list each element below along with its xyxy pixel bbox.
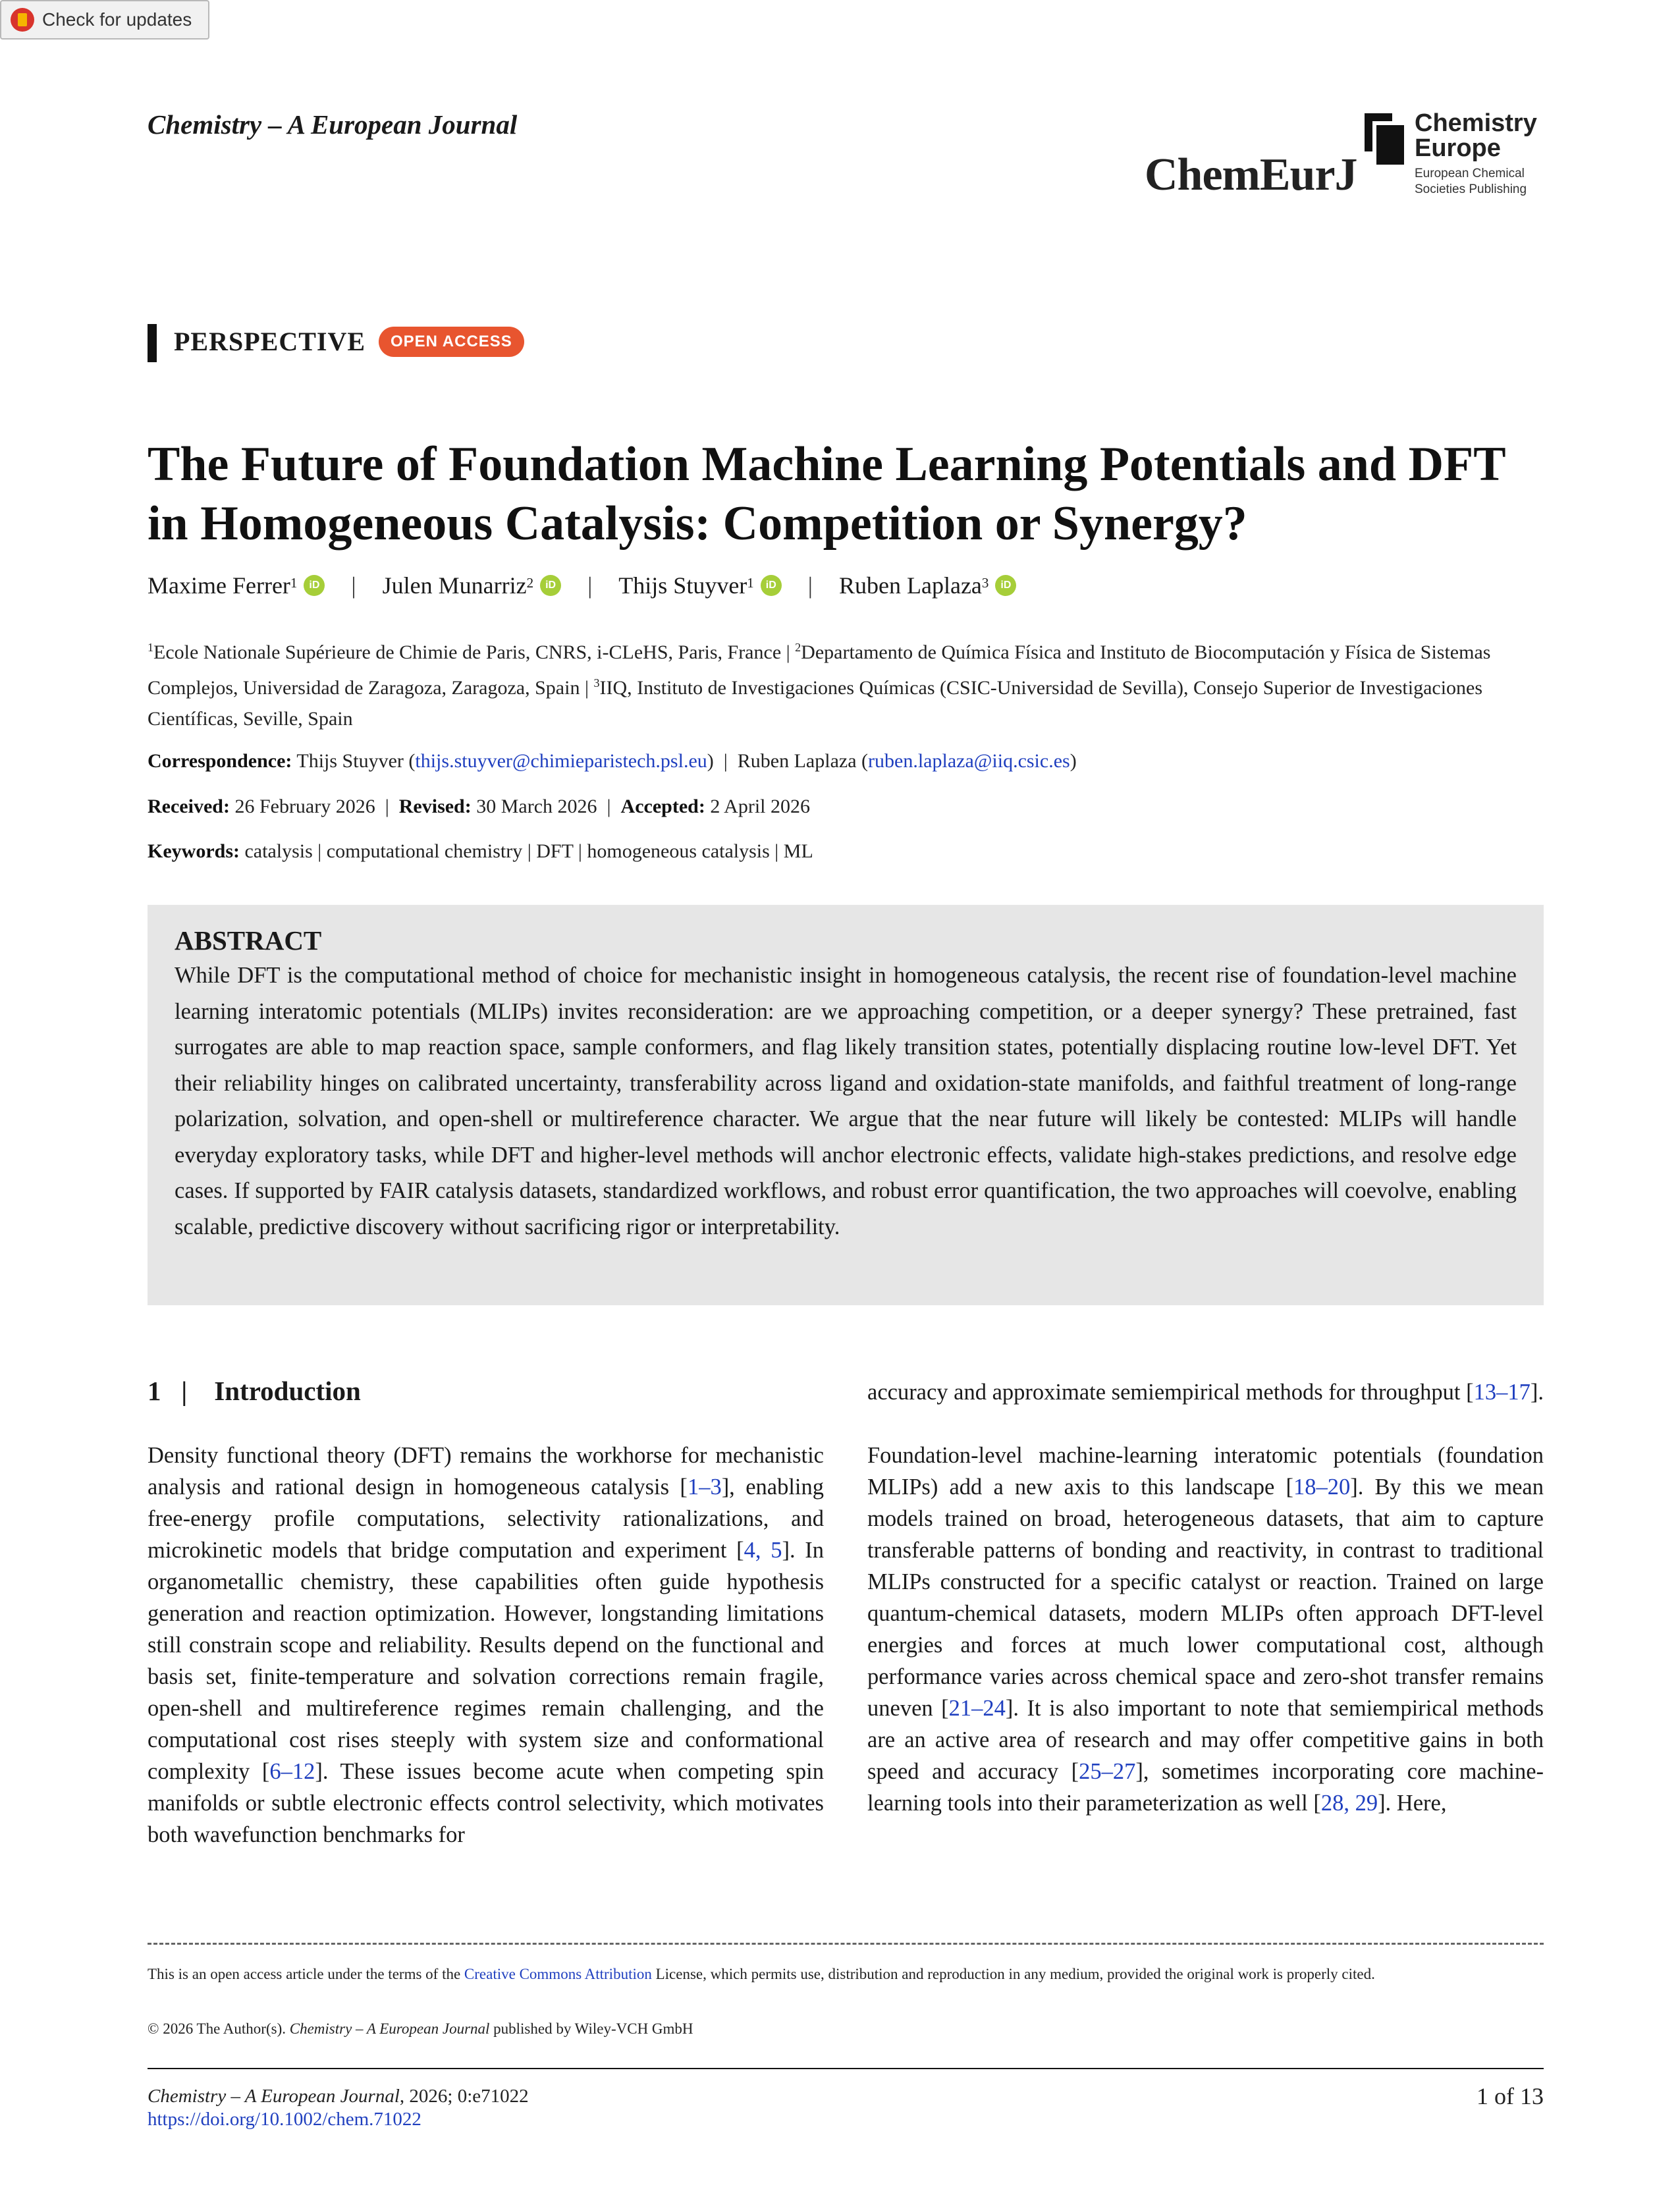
publisher-subtitle: European Chemical Societies Publishing — [1415, 167, 1527, 196]
article-type: PERSPECTIVE — [174, 327, 366, 356]
author[interactable]: Thijs Stuyver $^1$ iD — [618, 572, 782, 599]
citation-link[interactable]: 6–12 — [269, 1759, 315, 1784]
citation-link[interactable]: 18–20 — [1293, 1475, 1351, 1500]
author[interactable]: Ruben Laplaza $^3$ iD — [839, 572, 1016, 599]
article-title: The Future of Foundation Machine Learning Potentials and DFT in Homogeneous Catalysis: Competition or Synergy? — [148, 437, 1505, 551]
email-link[interactable]: thijs.stuyver@chimieparistech.psl.eu — [415, 750, 707, 772]
chemistry-europe-logo-icon — [1365, 113, 1404, 165]
correspondence: Correspondence: Thijs Stuyver (thijs.stuyver@chimieparistech.psl.eu) | Ruben Laplaza (ruben.laplaza@iiq.csic.es) — [148, 750, 1077, 772]
copyright-note: © 2026 The Author(s). Chemistry – A European Journal published by Wiley-VCH GmbH — [148, 2020, 693, 2037]
footer-rule — [148, 2068, 1544, 2069]
citation-link[interactable]: 21–24 — [948, 1696, 1006, 1721]
article-type-bar — [148, 324, 157, 362]
body-right-column — [867, 1376, 1544, 1819]
body-left-column: Density functional theory (DFT) remains the workhorse for mechanistic analysis and rational design in homogeneous catalysis [1–3], enabling free-energy profile computations, selectivity rationalizations, and microkinetic models that bridge computation and experiment [4, 5]. In organometallic chemistry, these capabilities often guide hypothesis generation and reaction optimization. However, longstanding limitations still constrain scope and reliability. Results depend on the functional and basis set, finite-temperature and solvation corrections remain fragile, open-shell and multireference regimes remain challenging, and the computational cost rises steeply with system size and conformational complexity [6–12]. These issues become acute when competing spin manifolds or subtle electronic effects control selectivity, which motivates both wavefunction benchmarks for — [148, 1443, 824, 1847]
citation-link[interactable]: 25–27 — [1079, 1759, 1136, 1784]
page-number: 1 of 13 — [1477, 2083, 1544, 2109]
license-note: This is an open access article under the terms of the Creative Commons Attribution License, which permits use, distribution and reproduction in any medium, provided the original work is properly cited. — [148, 1966, 1375, 1982]
author[interactable]: Maxime Ferrer $^1$ iD — [148, 572, 325, 599]
orcid-icon[interactable]: iD — [540, 575, 561, 596]
abstract-heading: ABSTRACT — [175, 925, 322, 956]
footer-citation: Chemistry – A European Journal, 2026; 0:e71022 — [148, 2086, 529, 2107]
publisher-name: Chemistry Europe — [1415, 109, 1537, 162]
bookmark-icon — [11, 8, 34, 32]
check-for-updates-button[interactable] — [0, 0, 209, 40]
abstract-box — [148, 905, 1544, 1305]
affiliations: $^1$Ecole Nationale Supérieure de Chimie de Paris, CNRS, i-CLeHS, Paris, France | $^2$Departamento de Química Física and Instituto de Biocomputación y Física de Sistemas Complejos, Universidad de Zaragoza, Zaragoza, Spain | $^3$IIQ, Instituto de Investigaciones Químicas (CSIC-Universidad de Sevilla), Consejo Superior de Investigaciones Científicas, Seville, Spain — [148, 641, 1491, 730]
orcid-icon[interactable]: iD — [995, 575, 1016, 596]
divider — [148, 1943, 1544, 1945]
author[interactable]: Julen Munarriz $^2$ iD — [383, 572, 561, 599]
orcid-icon[interactable]: iD — [761, 575, 782, 596]
check-for-updates-label: Check for updates — [42, 9, 192, 30]
license-link[interactable]: Creative Commons Attribution — [464, 1966, 652, 1982]
author-list: Maxime Ferrer $^1$ iD | Julen Munarriz $^2$ iD | Thijs Stuyver $^1$ iD | Ruben Laplaza $^3$ iD — [148, 572, 1016, 599]
abstract-text: While DFT is the computational method of choice for mechanistic insight in homogeneous catalysis, the recent rise of foundation-level machine learning interatomic potentials (MLIPs) invites reconsideration: are we approaching competition, or a deeper synergy? These pretrained, fast surrogates are able to map reaction space, sample conformers, and flag likely transition states, potentially displacing routine low-level DFT. Yet their reliability hinges on calibrated uncertainty, transferability across ligand and oxidation-state manifolds, and faithful treatment of long-range polarization, solvation, and open-shell or multireference character. We argue that the near future will likely be contested: MLIPs will handle everyday exploratory tasks, while DFT and higher-level methods will anchor electronic effects, validate high-stakes predictions, and resolve edge cases. If supported by FAIR catalysis datasets, standardized workflows, and robust error quantification, the two approaches will coevolve, enabling scalable, predictive discovery without sacrificing rigor or interpretability. — [175, 963, 1517, 1239]
citation-link[interactable]: 4, 5 — [744, 1538, 782, 1563]
open-access-badge: OPEN ACCESS — [379, 327, 524, 357]
journal-name: Chemistry – A European Journal — [148, 109, 518, 140]
keywords: Keywords: catalysis | computational chemistry | DFT | homogeneous catalysis | ML — [148, 840, 813, 862]
citation-link[interactable]: 13–17 — [1473, 1380, 1531, 1405]
email-link[interactable]: ruben.laplaza@iiq.csic.es — [868, 750, 1070, 772]
citation-link[interactable]: 28, 29 — [1320, 1791, 1378, 1816]
article-dates: Received: 26 February 2026 | Revised: 30 March 2026 | Accepted: 2 April 2026 — [148, 796, 810, 817]
journal-logo-text: ChemEurJ — [1145, 149, 1357, 200]
paragraph: Foundation-level machine-learning interatomic potentials (foundation MLIPs) add a new axis to this landscape [18–20]. By this we mean models trained on broad, heterogeneous datasets, that aim to capture transferable patterns of bonding and reactivity, in contrast to traditional MLIPs constructed for a specific catalyst or reaction. Trained on large quantum-chemical datasets, modern MLIPs often approach DFT-level energies and forces at much lower computational cost, although performance varies across chemical space and zero-shot transfer remains uneven [21–24]. It is also important to note that semiempirical methods are an active area of research and may offer competitive gains in both speed and accuracy [25–27], sometimes incorporating core machine-learning tools into their parameterization as well [28, 29]. Here, — [867, 1443, 1544, 1816]
paragraph: accuracy and approximate semiempirical methods for throughput [13–17]. — [867, 1380, 1544, 1405]
doi-link[interactable]: https://doi.org/10.1002/chem.71022 — [148, 2109, 421, 2130]
citation-link[interactable]: 1–3 — [687, 1475, 722, 1500]
orcid-icon[interactable]: iD — [304, 575, 325, 596]
section-heading: 1 | Introduction — [148, 1376, 361, 1406]
